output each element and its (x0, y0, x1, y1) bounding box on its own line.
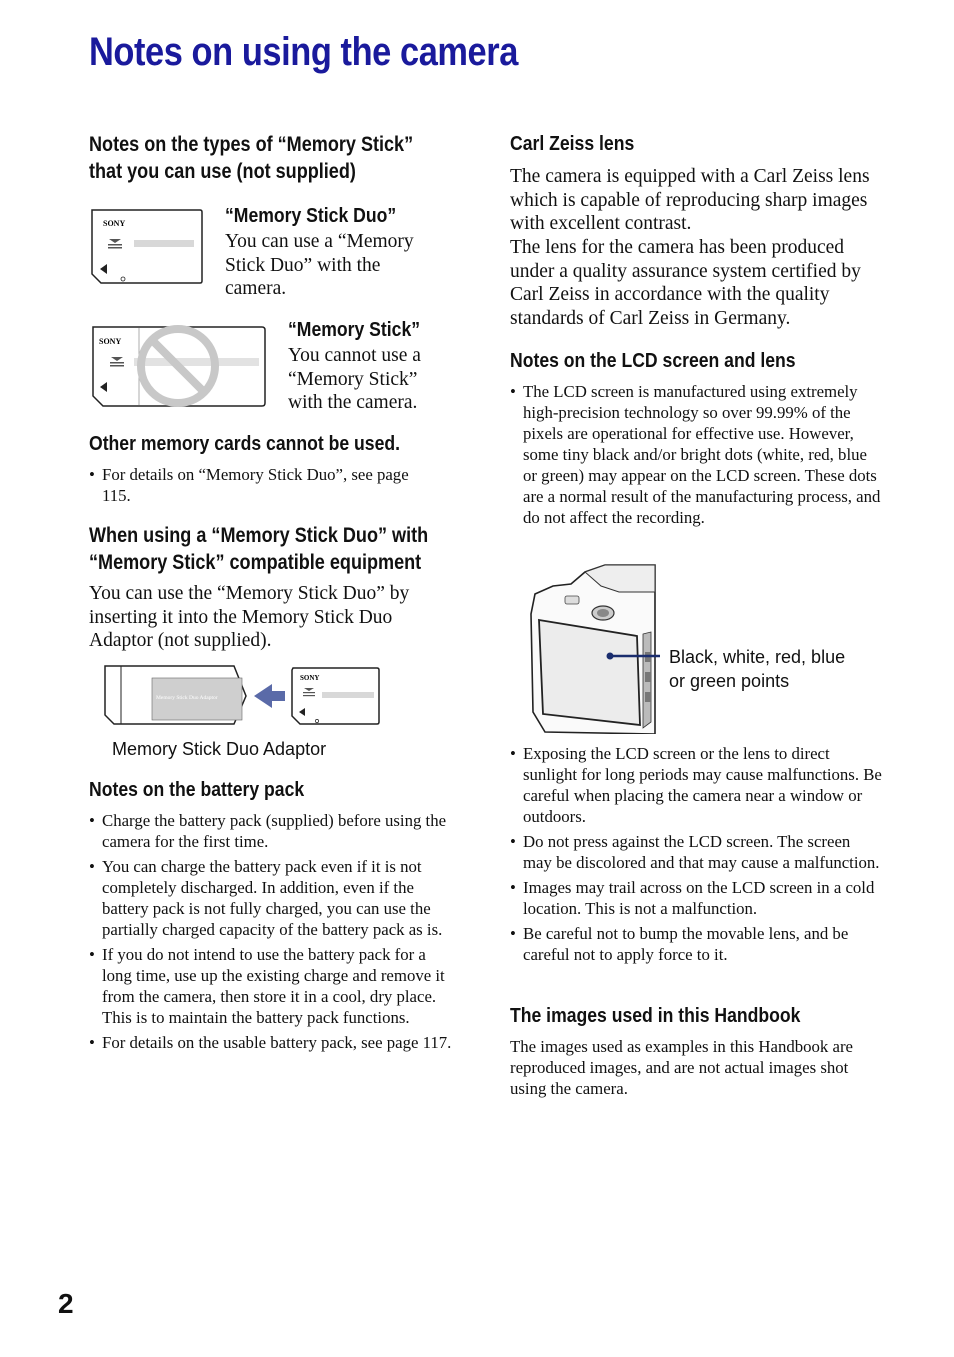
ms-text: You cannot use a “Memory Stick” with the camera. (288, 345, 421, 414)
other-cards-heading: Other memory cards cannot be used. (89, 433, 401, 455)
adaptor-caption: Memory Stick Duo Adaptor (112, 739, 327, 759)
list-item: • Images may trail across on the LCD screen in a cold location. This is not a malfunction. (510, 877, 882, 919)
battery-bullets (89, 810, 457, 1053)
lcd-screen (539, 620, 640, 725)
list-item: • Be careful not to bump the movable lens, and be careful not to apply force to it. (510, 923, 882, 965)
compat-heading-line2: “Memory Stick” compatible equipment (89, 551, 422, 574)
list-item: • For details on “Memory Stick Duo”, see page 115. (89, 464, 419, 506)
ms-heading: “Memory Stick” (288, 319, 421, 341)
zeiss-paragraph-1: The camera is equipped with a Carl Zeiss lens which is capable of reproducing sharp images with excellent contrast. (510, 166, 870, 235)
memory-stick-duo-illustration (89, 209, 204, 285)
battery-heading: Notes on the battery pack (89, 779, 305, 801)
msd-text: You can use a “Memory Stick Duo” with the camera. (225, 231, 414, 300)
card-brand-label-small: SONY (300, 674, 320, 682)
points-caption (669, 645, 845, 693)
lcd-heading: Notes on the LCD screen and lens (510, 350, 796, 372)
page-title: Notes on using the camera (89, 30, 518, 74)
card-brand-label-ms: SONY (99, 337, 122, 346)
other-cards-bullets (89, 464, 419, 506)
points-caption-line2: or green points (669, 671, 790, 691)
lcd-bullets-top (510, 381, 882, 528)
card-brand-label: SONY (103, 219, 126, 228)
adaptor (105, 666, 246, 724)
images-heading: The images used in this Handbook (510, 1005, 801, 1027)
list-item: • You can charge the battery pack even if it is not completely discharged. In addition, even if the battery pack is not fully charged, you can use the partially charged capacity of the battery pack as is. (89, 856, 457, 940)
lcd-bullets-bottom (510, 743, 882, 965)
compat-text: You can use the “Memory Stick Duo” by inserting it into the Memory Stick Duo Adaptor (not supplied). (89, 583, 410, 652)
memory-stick-duo-small (292, 668, 379, 724)
list-item: • Exposing the LCD screen or the lens to direct sunlight for long periods may cause malfunctions. Be careful when placing the camera near a window or outdoors. (510, 743, 882, 827)
types-heading (89, 131, 413, 185)
adaptor-small-label: Memory Stick Duo Adaptor (156, 695, 218, 701)
compat-heading (89, 522, 428, 576)
list-item: • Do not press against the LCD screen. The screen may be discolored and that may cause a malfunction. (510, 831, 882, 873)
zeiss-heading: Carl Zeiss lens (510, 133, 635, 155)
list-item: • The LCD screen is manufactured using extremely high-precision technology so over 99.99% of the pixels are operational for effective use. However, some tiny black and/or bright dots (white, red, blue or green) may appear on the LCD screen. These dots are a normal result of the manufacturing process, and do not affect the recording. (510, 381, 882, 528)
types-heading-line1: Notes on the types of “Memory Stick” (89, 133, 414, 156)
list-item: • Charge the battery pack (supplied) before using the camera for the first time. (89, 810, 457, 852)
callout-line (605, 648, 665, 664)
points-caption-line1: Black, white, red, blue (669, 647, 846, 667)
memory-stick-illustration (89, 325, 269, 410)
zeiss-paragraph-2: The lens for the camera has been produced under a quality assurance system certified by Carl Zeiss in accordance with the quality standards of Carl Zeiss in Germany. (510, 237, 861, 330)
list-item: • If you do not intend to use the battery pack for a long time, use up the existing charge and remove it from the camera, then store it in a cool, dry place. This is to maintain the battery pack functions. (89, 944, 457, 1028)
adaptor-illustration (100, 662, 385, 732)
msd-heading: “Memory Stick Duo” (225, 205, 397, 227)
compat-heading-line1: When using a “Memory Stick Duo” with (89, 524, 429, 547)
arrow-left-icon (254, 684, 285, 708)
images-text: The images used as examples in this Handbook are reproduced images, and are not actual images shot using the camera. (510, 1037, 853, 1098)
types-heading-line2: that you can use (not supplied) (89, 160, 356, 183)
list-item: • For details on the usable battery pack, see page 117. (89, 1032, 457, 1053)
page-number: 2 (58, 1288, 74, 1319)
